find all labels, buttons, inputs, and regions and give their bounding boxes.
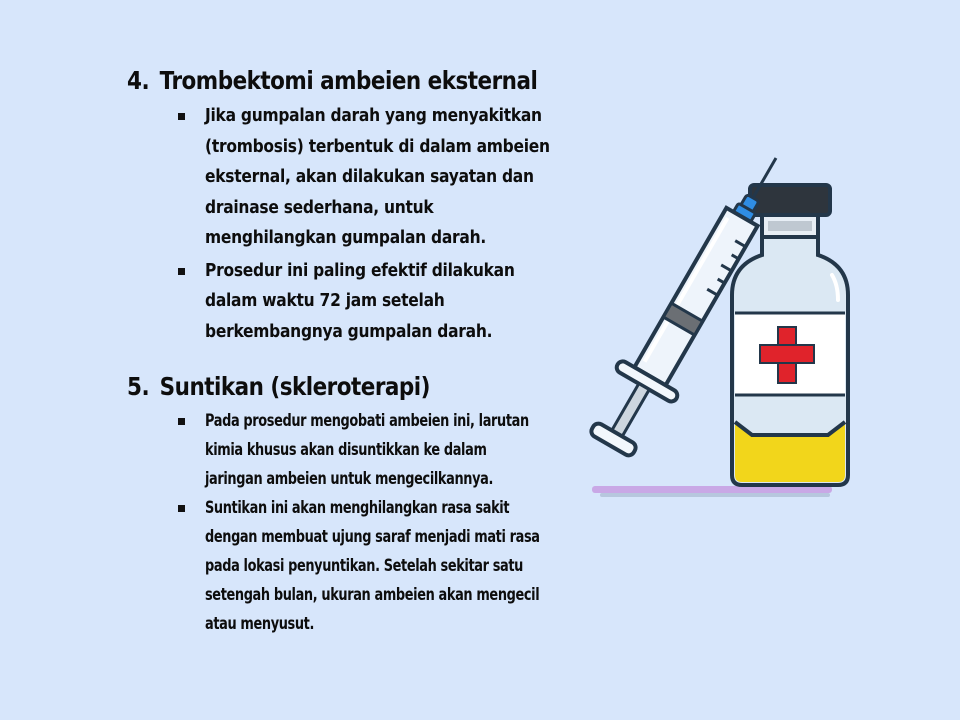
section-title: Trombektomi ambeien eksternal	[159, 66, 538, 95]
bullet-list	[127, 101, 606, 347]
square-bullet-icon	[178, 113, 185, 120]
section-suntikan	[127, 372, 645, 639]
shelf-line	[592, 486, 832, 493]
section-number: 5.	[127, 372, 150, 401]
section-heading	[127, 372, 573, 401]
bullet-item	[127, 101, 606, 254]
bullet-text: Jika gumpalan darah yang menyakitkan (trombosis) terbentuk di dalam ambeien eksternal, akan dilakukan sayatan dan drainase sederhana, untuk menghilangkan gumpalan darah.	[205, 105, 550, 248]
section-heading	[127, 66, 539, 95]
bullet-text: Prosedur ini paling efektif dilakukan dalam waktu 72 jam setelah berkembangnya gumpalan darah.	[205, 259, 515, 342]
section-trombektomi	[127, 66, 606, 347]
square-bullet-icon	[178, 268, 185, 275]
section-title: Suntikan (skleroterapi)	[159, 372, 430, 401]
bullet-item	[127, 494, 645, 639]
square-bullet-icon	[178, 505, 185, 512]
shelf-shadow	[600, 493, 830, 497]
section-number: 4.	[127, 66, 150, 95]
bullet-item	[127, 407, 645, 494]
bullet-item	[127, 256, 606, 348]
bullet-text: Pada prosedur mengobati ambeien ini, larutan kimia khusus akan disuntikkan ke dalam jaringan ambeien untuk mengecilkannya.	[205, 411, 529, 489]
square-bullet-icon	[178, 418, 185, 425]
bullet-list	[127, 407, 645, 639]
vial-cap	[750, 185, 830, 215]
syringe-and-vial-icon	[580, 125, 860, 505]
bullet-text: Suntikan ini akan menghilangkan rasa sakit dengan membuat ujung saraf menjadi mati rasa pada lokasi penyuntikan. Setelah sekitar satu setengah bulan, ukuran ambeien akan mengecil atau menyusut.	[205, 498, 540, 634]
